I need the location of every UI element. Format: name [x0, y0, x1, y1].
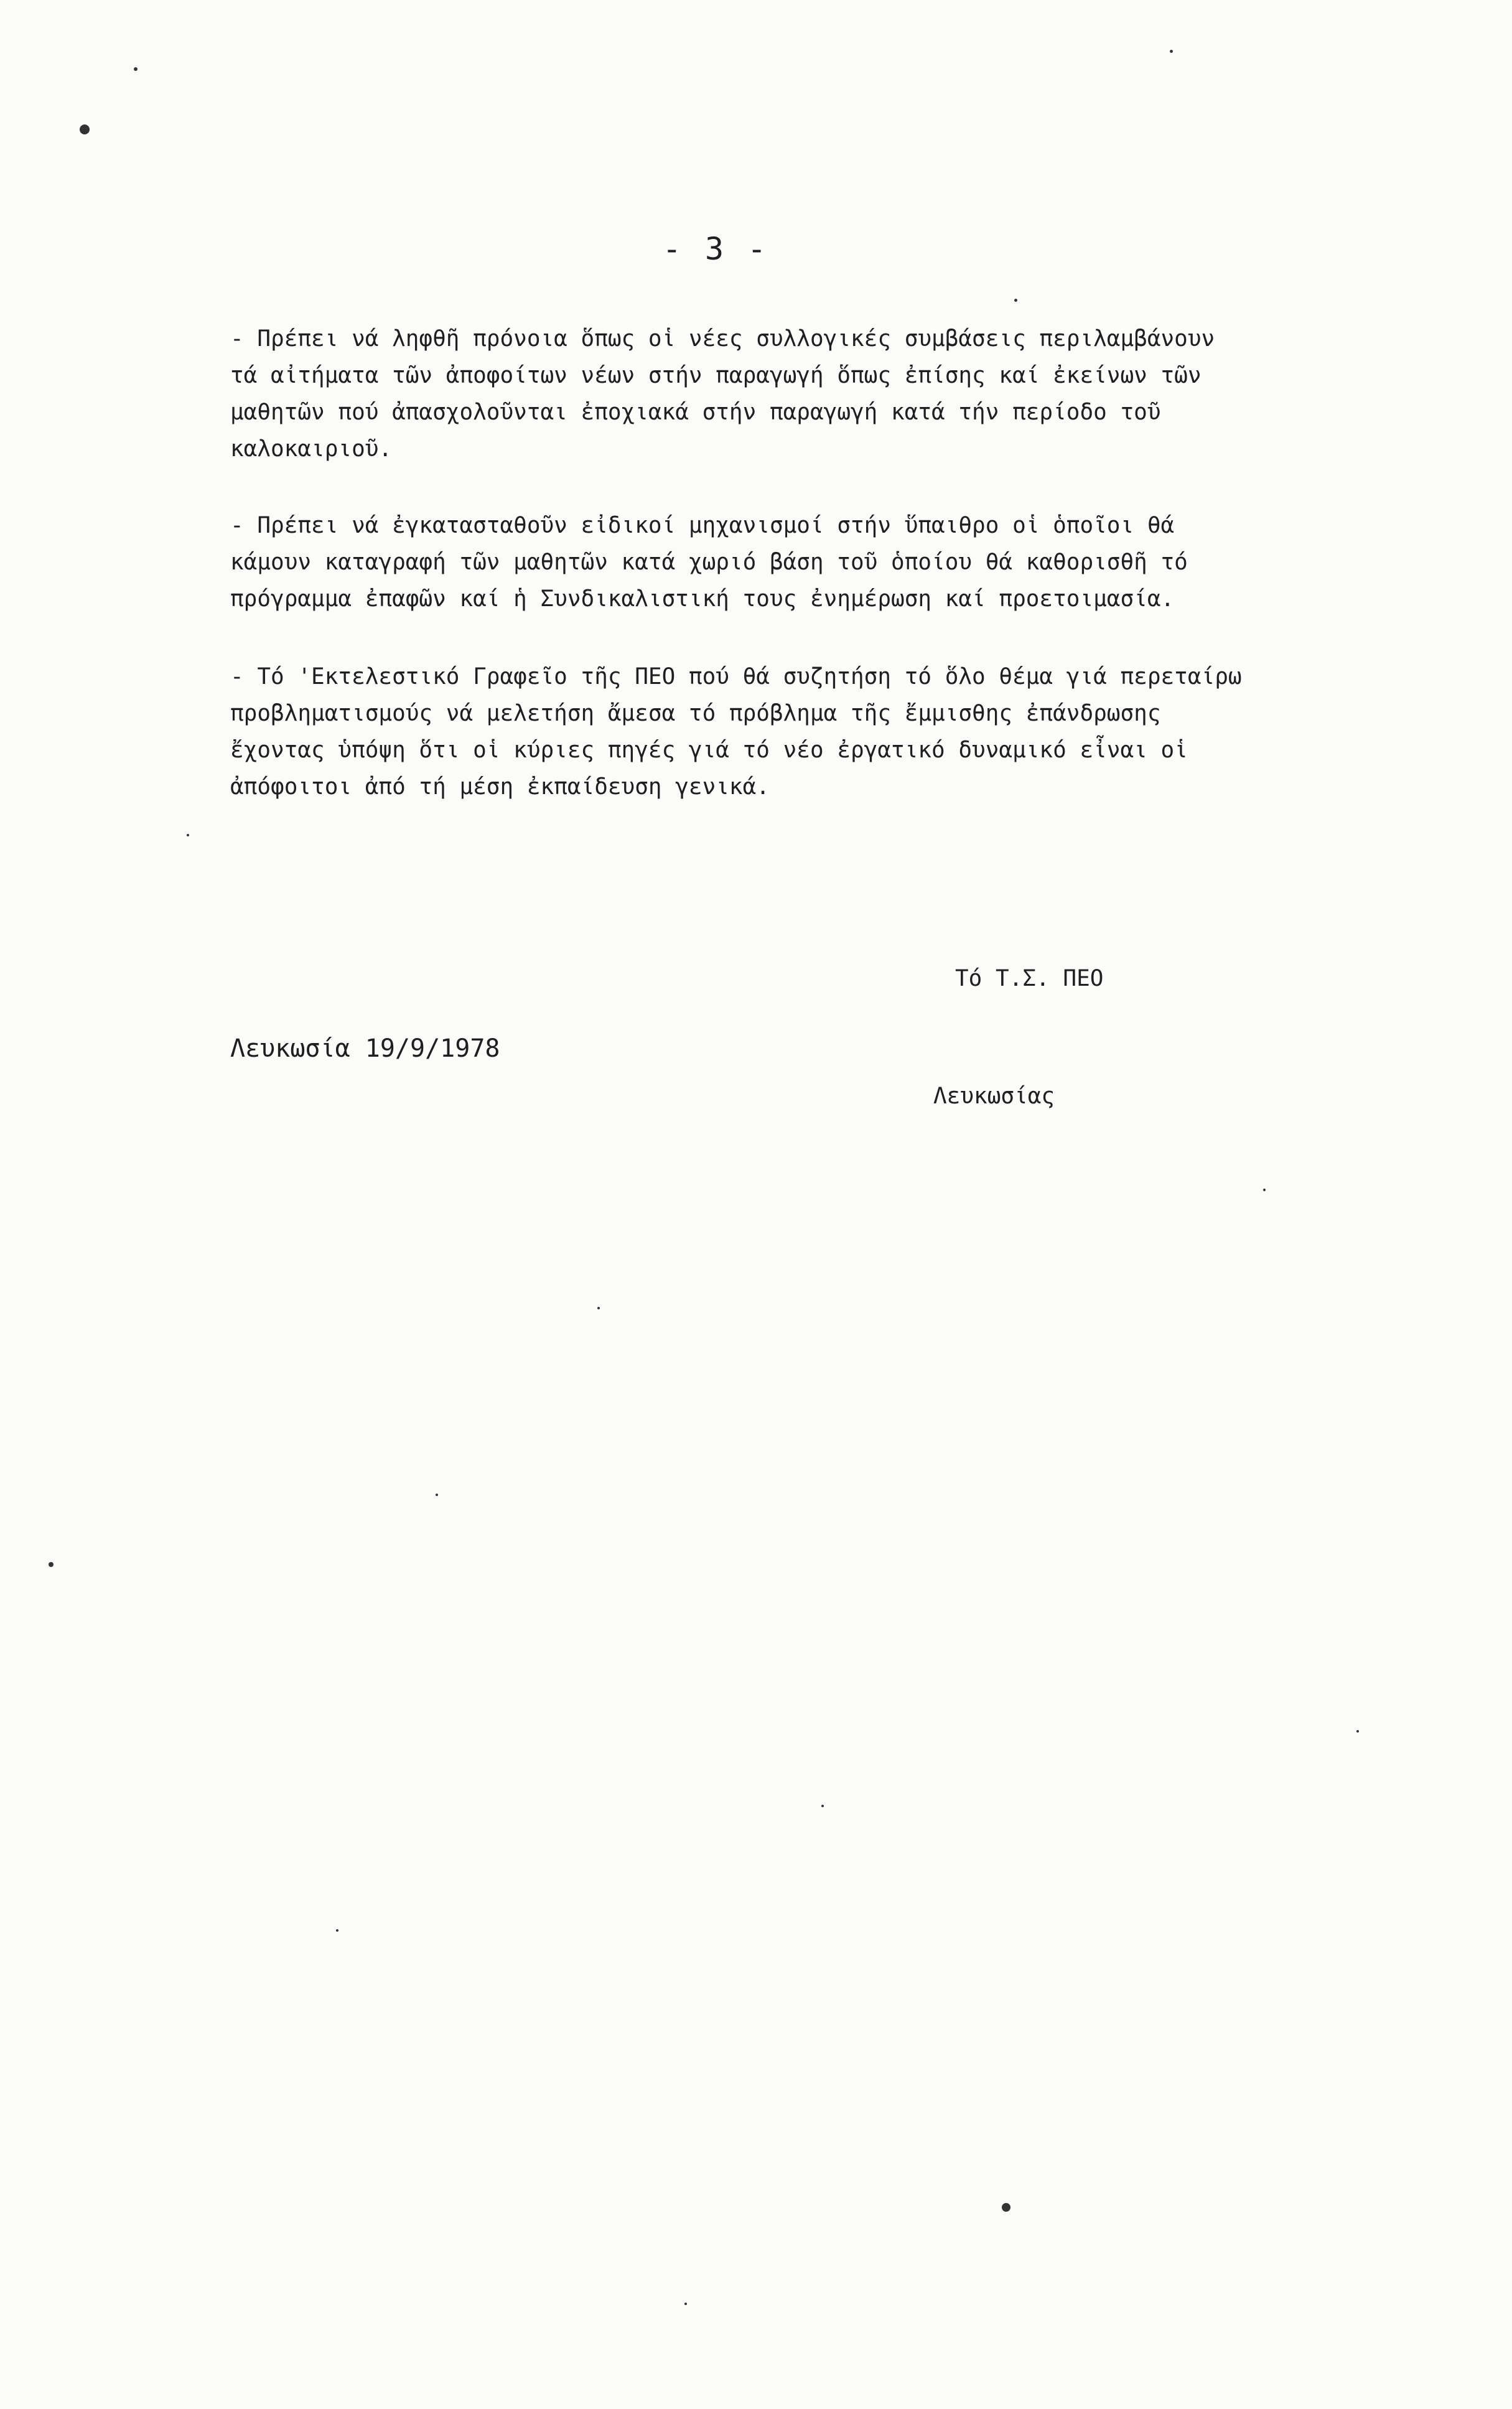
signature-block [933, 881, 1103, 1194]
paragraph-3 [230, 658, 1406, 805]
paragraph-1 [230, 320, 1406, 467]
scan-speck [80, 124, 90, 134]
scan-speck [134, 67, 138, 71]
paragraph-2-line-1: - Πρέπει νά ἐγκατασταθοῦν εἰδικοί μηχανισμοί στήν ὕπαιθρο οἱ ὁποῖοι θά [230, 513, 1175, 538]
scan-speck [436, 1494, 438, 1496]
scan-speck [1170, 50, 1173, 53]
paragraph-3-line-3: ἔχοντας ὑπόψη ὅτι οἱ κύριες πηγές γιά τό νέο ἐργατικό δυναμικό εἶναι οἱ [230, 737, 1188, 763]
scan-speck [1014, 299, 1017, 302]
paragraph-3-line-4: ἀπόφοιτοι ἀπό τή μέση ἐκπαίδευση γενικά. [230, 774, 770, 800]
paragraph-1-line-4: καλοκαιριοῦ. [230, 436, 393, 462]
paragraph-1-line-2: τά αἰτήματα τῶν ἀποφοίτων νέων στήν παραγωγή ὅπως ἐπίσης καί ἐκείνων τῶν [230, 363, 1202, 388]
scan-speck [597, 1307, 600, 1309]
paragraph-1-line-1: - Πρέπει νά ληφθῆ πρόνοια ὅπως οἱ νέες συλλογικές συμβάσεις περιλαμβάνουν [230, 326, 1215, 352]
signature-line-1: Τό Τ.Σ. ΠΕΟ [955, 966, 1104, 991]
signature-line-2: Λευκωσίας [933, 1083, 1055, 1109]
paragraph-3-line-2: προβληματισμούς νά μελετήση ἄμεσα τό πρόβλημα τῆς ἔμμισθης ἐπάνδρωσης [230, 701, 1161, 726]
scan-speck [684, 2303, 687, 2305]
scan-speck [1002, 2203, 1010, 2212]
paragraph-2-line-2: κάμουν καταγραφή τῶν μαθητῶν κατά χωριό βάση τοῦ ὁποίου θά καθορισθῆ τό [230, 550, 1188, 575]
paragraph-2 [230, 507, 1406, 617]
scan-speck [187, 834, 189, 836]
page-number: - 3 - [662, 231, 769, 267]
date-line: Λευκωσία 19/9/1978 [230, 1034, 500, 1063]
scan-speck [336, 1929, 338, 1932]
scan-speck [1356, 1730, 1359, 1733]
scan-speck [821, 1805, 824, 1807]
paragraph-2-line-3: πρόγραμμα ἐπαφῶν καί ἡ Συνδικαλιστική τους ἐνημέρωση καί προετοιμασία. [230, 586, 1175, 612]
paragraph-3-line-1: - Τό 'Εκτελεστικό Γραφεῖο τῆς ΠΕΟ πού θά συζητήση τό ὅλο θέμα γιά περεταίρω [230, 664, 1242, 690]
scan-speck [49, 1562, 54, 1567]
paragraph-1-line-3: μαθητῶν πού ἀπασχολοῦνται ἐποχιακά στήν παραγωγή κατά τήν περίοδο τοῦ [230, 400, 1161, 425]
scan-speck [1263, 1189, 1266, 1191]
